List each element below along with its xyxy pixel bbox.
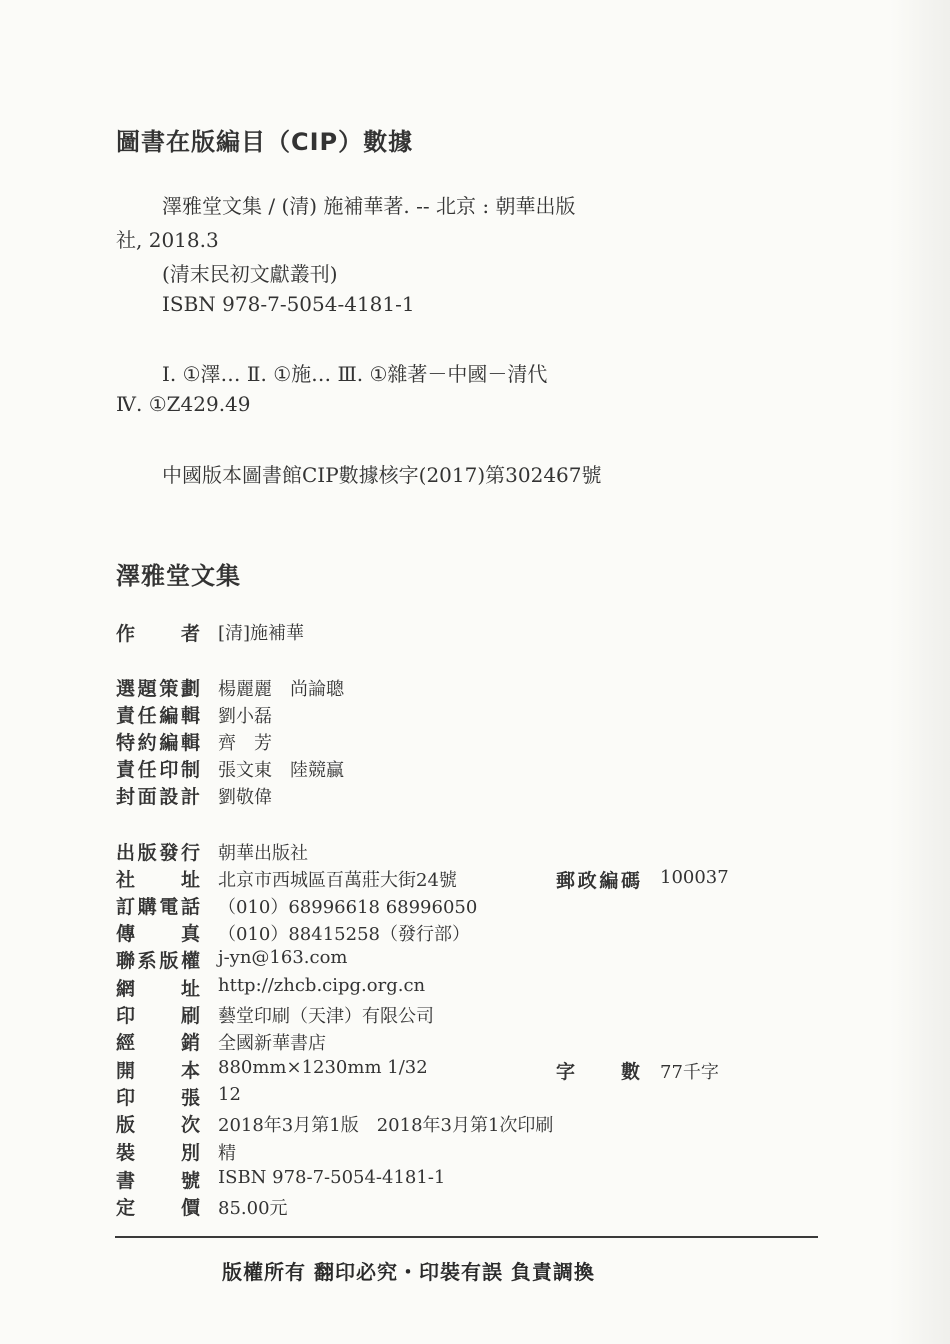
detail-value: ISBN 978-7-5054-4181-1: [218, 1167, 446, 1188]
detail-value: http://zhcb.cipg.org.cn: [218, 975, 426, 996]
page-edge-shadow: [890, 0, 950, 1344]
detail-label: 出 版 發 行: [116, 842, 200, 864]
detail-value: 12: [218, 1084, 241, 1105]
detail-label: 裝 別: [116, 1142, 200, 1164]
detail-value: 2018年3月第1版 2018年3月第1次印刷: [218, 1115, 554, 1136]
detail-value: j-yn@163.com: [218, 947, 348, 968]
cip-record-number: 中國版本圖書館CIP數據核字(2017)第302467號: [162, 463, 602, 487]
staff-value: 楊麗麗 尚論聰: [218, 679, 344, 700]
detail-label: 書 號: [116, 1170, 200, 1192]
wordcount-value: 77千字: [660, 1062, 719, 1083]
author-label: 作 者: [116, 623, 200, 645]
staff-value: 劉小磊: [218, 706, 272, 727]
detail-value: 藝堂印刷（天津）有限公司: [218, 1006, 434, 1027]
detail-value: 精: [218, 1143, 236, 1164]
detail-value: 85.00元: [218, 1198, 288, 1219]
detail-value: （010）68996618 68996050: [218, 897, 478, 918]
detail-label: 印 刷: [116, 1005, 200, 1027]
author-value: [清]施補華: [218, 623, 305, 644]
detail-value: （010）88415258（發行部）: [218, 924, 470, 945]
detail-value: 全國新華書店: [218, 1033, 326, 1054]
staff-label: 責 任 印 制: [116, 759, 200, 781]
detail-label: 印 張: [116, 1087, 200, 1109]
detail-label: 經 銷: [116, 1032, 200, 1054]
detail-label: 網 址: [116, 978, 200, 1000]
staff-value: 張文東 陸競贏: [218, 760, 344, 781]
staff-label: 選 題 策 劃: [116, 678, 200, 700]
detail-label: 傳 真: [116, 923, 200, 945]
detail-label: 定 價: [116, 1197, 200, 1219]
cip-isbn-line: ISBN 978-7-5054-4181-1: [162, 292, 415, 316]
detail-label: 訂 購 電 話: [116, 896, 200, 918]
cip-series-line: (清末民初文獻叢刊): [162, 262, 338, 286]
copyright-notice: 版權所有 翻印必究・印裝有誤 負責調換: [222, 1260, 595, 1284]
staff-label: 封 面 設 計: [116, 786, 200, 808]
staff-value: 齊 芳: [218, 733, 272, 754]
detail-label: 版 次: [116, 1114, 200, 1136]
detail-value: 880mm×1230mm 1/32: [218, 1057, 428, 1078]
cip-heading: 圖書在版編目（CIP）數據: [116, 128, 414, 156]
cip-classification-line: Ⅳ. ①Z429.49: [116, 392, 251, 416]
staff-label: 特 約 編 輯: [116, 732, 200, 754]
staff-label: 責 任 編 輯: [116, 705, 200, 727]
detail-value: 朝華出版社: [218, 843, 308, 864]
postcode-value: 100037: [660, 867, 729, 888]
detail-value: 北京市西城區百萬莊大街24號: [218, 870, 457, 891]
footer-divider: [115, 1236, 818, 1238]
book-title: 澤雅堂文集: [116, 562, 241, 590]
postcode-label: 郵 政 編 碼: [556, 870, 640, 892]
cip-title-line: 澤雅堂文集 / (清) 施補華著. -- 北京 : 朝華出版: [162, 194, 576, 218]
detail-label: 開 本: [116, 1060, 200, 1082]
detail-label: 社 址: [116, 869, 200, 891]
wordcount-label: 字 數: [556, 1061, 640, 1083]
cip-publisher-line: 社, 2018.3: [116, 228, 219, 252]
detail-label: 聯 系 版 權: [116, 950, 200, 972]
cip-subject-line: Ⅰ. ①澤… Ⅱ. ①施… Ⅲ. ①雜著－中國－清代: [162, 362, 548, 386]
staff-value: 劉敬偉: [218, 787, 272, 808]
